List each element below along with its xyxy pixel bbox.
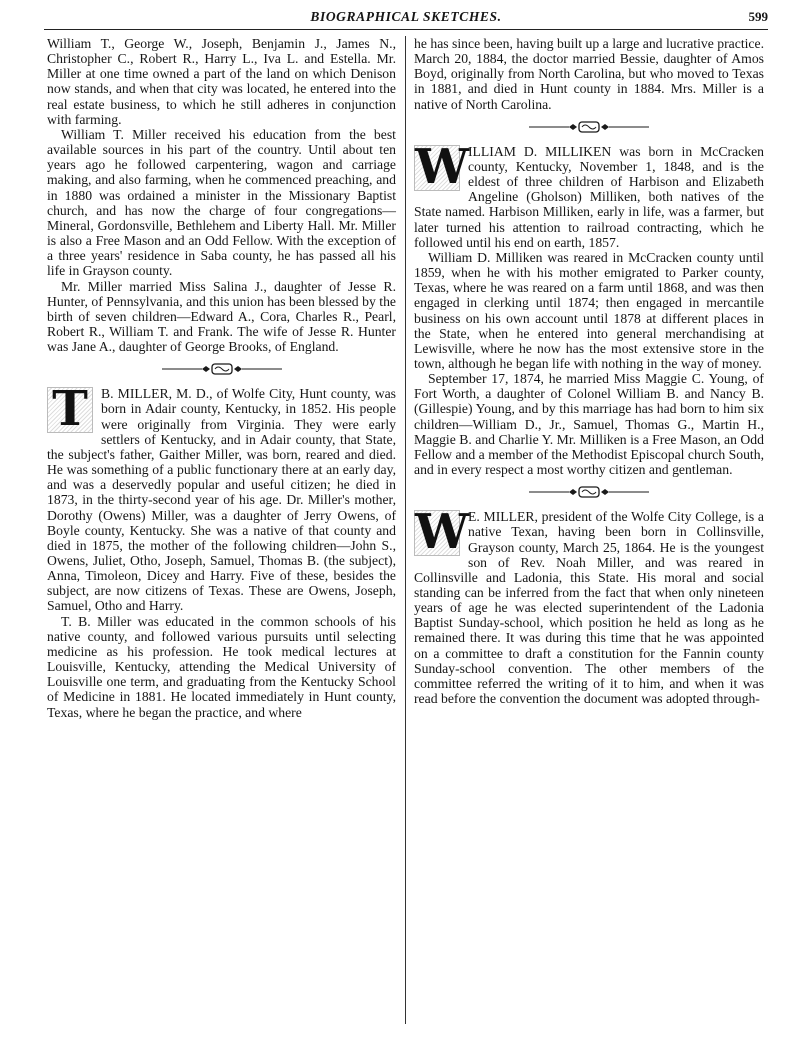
- sketch-we-miller-text: E. MILLER, president of the Wolfe City College, is a native Texan, having been born in Collinsville, Grayson county, March 25, 1864. He is the youngest son of Rev. Noah Miller, and was reared in Collinsville and Ladonia, this State. His moral and social standing can be inferred from the fact that when only nineteen years of age he was elected superintendent of the Ladonia Baptist Sunday-school, which position he held as long as he remained there. It was during this time that he was appointed on a committee to draft a constitution for the Fannin county Sunday-school convention. The other members of the committee referred the writing of it to him, and when it was read before the convention the document was adopted through-: [414, 509, 764, 707]
- section-ornament-icon: [162, 363, 282, 375]
- paragraph-continued-right: he has since been, having built up a large and lucrative practice. March 20, 1884, the doctor married Bessie, daughter of Amos Boyd, originally from North Carolina, but who moved to Texas in 1881, and died in Hunt county in 1884. Mrs. Miller is a native of North Carolina.: [414, 36, 764, 112]
- paragraph-continued: William T., George W., Joseph, Benjamin J., James N., Christopher C., Robert R., Harry L., Iva L. and Estella. Mr. Miller at one time owned a part of the land on which Denison now stands, and when that city was located, he entered into the real estate business, to which he still adheres in conjunction with farming.: [47, 36, 396, 127]
- dropcap-w: W: [415, 138, 469, 195]
- sketch-william-d-milliken-text: ILLIAM D. MILLIKEN was born in McCracken county, Kentucky, November 1, 1848, and is the eldest of three children of Harbison and Elizabeth Angeline (Gholson) Milliken, both natives of the State named. Harbison Milliken, early in life, was a farmer, but later turned his attention to railroad contracting, which he followed until his end on earth, 1857.: [414, 143, 764, 250]
- page-number: 599: [748, 9, 768, 24]
- sketch-william-d-milliken: [414, 138, 764, 250]
- right-column: [414, 36, 764, 706]
- dropcap-w: W: [415, 504, 469, 561]
- paragraph-milliken-rearing: William D. Milliken was reared in McCracken county until 1859, when he with his mother emigrated to Parker county, Texas, where he was reared on a farm until 1868, and was then engaged in clerking until 1874; then engaged in mercantile business on his own account until 1878 at different places in the State, when he entered into general merchandising at Lewisville, where he now has the most extensive store in the town, although he began life with nothing in the way of money.: [414, 249, 764, 371]
- section-ornament-icon: [529, 121, 649, 133]
- paragraph-milliken-marriage: September 17, 1874, he married Miss Maggie C. Young, of Fort Worth, a daughter of Colonel William B. and Nancy B. (Gillespie) Young, and by this marriage has had born to him six children—William D., Jr., Samuel, Thomas G., Martin H., Maggie B. and Charlie Y. Mr. Milliken is a Free Mason, an Odd Fellow and a member of the Methodist Episcopal church South, and in every respect a most worthy citizen and gentleman.: [414, 371, 764, 478]
- sketch-tb-miller-text: B. MILLER, M. D., of Wolfe City, Hunt county, was born in Adair county, Kentucky, in 1852. His people were originally from Virginia. They were early settlers of Kentucky, and in Adair county, that State, the subject's father, Gaither Miller, was born, reared and died. He was something of a public functionary there at an early day, and was a deservedly popular and useful citizen; he died in 1873, in the thirty-second year of his age. Dr. Miller's mother, Dorothy (Owens) Miller, was a daughter of Jerry Owens, of Boyle county, Kentucky. She was a native of that county and died in 1875, the mother of the following children—John S., Owens, Juliet, Otho, Joseph, Samuel, Thomas B. (the subject), Anna, Timoleon, Dicey and Harry. Five of these, besides the subject, are now citizens of Texas. These are Owens, Joseph, Samuel, Otho and Harry.: [47, 386, 396, 614]
- paragraph-william-t-miller-education: William T. Miller received his education from the best available sources in his part of the country. Until about ten years ago he followed carpentering, wagon and carriage making, and also farming, when he commenced preaching, and in 1880 was ordained a minister in the Missionary Baptist church, and has now the charge of four congregations—Mineral, Gordonsville, Bethlehem and Liberty Hall. Mr. Miller is also a Free Mason and an Odd Fellow. With the exception of a three years' residence in Saba county, he has passed all his life in Grayson county.: [47, 126, 396, 279]
- dropcap-t: T: [47, 387, 93, 433]
- section-ornament-icon: [529, 486, 649, 498]
- paragraph-william-t-miller-marriage: Mr. Miller married Miss Salina J., daughter of Jesse R. Hunter, of Pennsylvania, and this union has been blessed by the birth of seven children—Edward A., Cora, Charles R., Pearl, Robert R., William T. and Frank. The wife of Jesse R. Hunter was Jane A., daughter of George Brooks, of England.: [47, 278, 396, 355]
- page-header: [44, 7, 768, 30]
- paragraph-tb-miller-education: T. B. Miller was educated in the common schools of his native county, and followed various pursuits until selecting medicine as his profession. He took medical lectures at Louisville, Kentucky, attending the Medical University of Louisville one term, and graduating from the Kentucky School of Medicine in 1881. He located immediately in Hunt county, Texas, where he began the practice, and where: [47, 613, 396, 720]
- column-divider: [405, 36, 406, 1024]
- sketch-we-miller: [414, 504, 764, 707]
- sketch-tb-miller: [47, 381, 396, 614]
- running-head: BIOGRAPHICAL SKETCHES.: [310, 9, 502, 24]
- left-column: [47, 36, 396, 720]
